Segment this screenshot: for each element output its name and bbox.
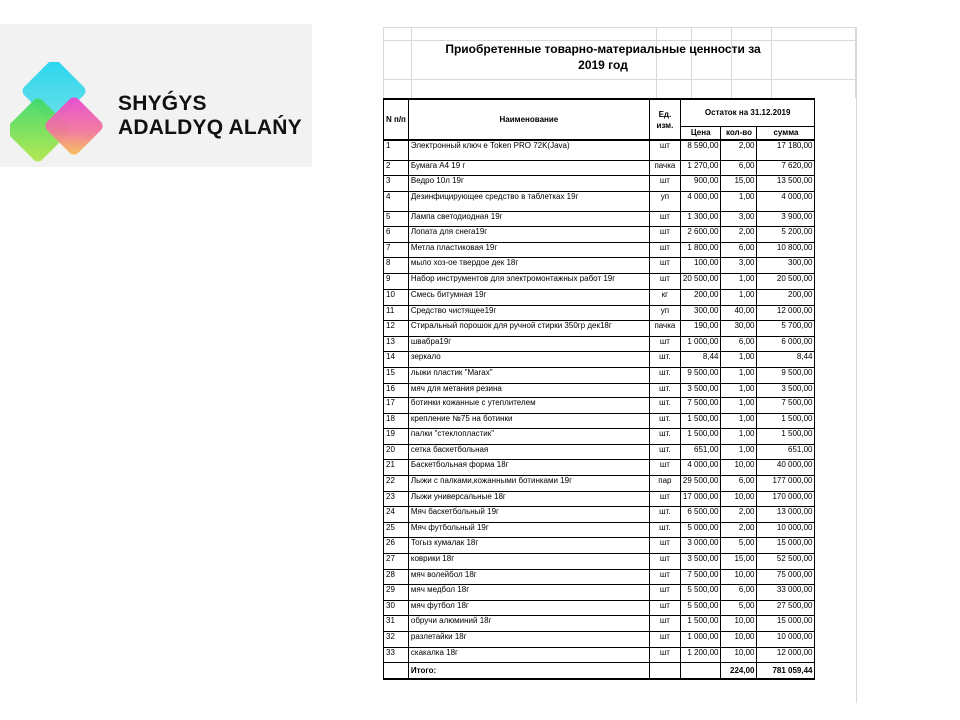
inventory-table xyxy=(383,98,815,680)
cell-qty: 6,00 xyxy=(721,476,757,492)
table-row xyxy=(384,305,815,321)
cell-name: мяч волейбол 18г xyxy=(408,569,649,585)
header-name: Наименование xyxy=(408,99,649,140)
cell-sum: 6 000,00 xyxy=(757,336,815,352)
cell-unit: шт. xyxy=(649,444,680,460)
cell-sum: 4 000,00 xyxy=(757,191,815,211)
cell-name: Набор инструментов для электромонтажных работ 19г xyxy=(408,274,649,290)
cell-unit: шт xyxy=(649,274,680,290)
cell-price: 2 600,00 xyxy=(680,227,721,243)
cell-unit: шт xyxy=(649,585,680,601)
cell-qty: 10,00 xyxy=(721,569,757,585)
cell-no xyxy=(384,663,409,679)
cell-name: скакалка 18г xyxy=(408,647,649,663)
header-price: Цена xyxy=(680,126,721,140)
cell-qty: 15,00 xyxy=(721,553,757,569)
cell-sum: 20 500,00 xyxy=(757,274,815,290)
cell-name: крепление №75 на ботинки xyxy=(408,413,649,429)
table-row xyxy=(384,460,815,476)
cell-unit: шт xyxy=(649,491,680,507)
cell-unit: шт. xyxy=(649,522,680,538)
cell-name: коврики 18г xyxy=(408,553,649,569)
cell-qty: 1,00 xyxy=(721,191,757,211)
cell-unit: шт. xyxy=(649,507,680,523)
cell-unit: шт xyxy=(649,242,680,258)
cell-no: 24 xyxy=(384,507,409,523)
header-qty: кол-во xyxy=(721,126,757,140)
cell-qty: 15,00 xyxy=(721,176,757,192)
cell-no: 19 xyxy=(384,429,409,445)
cell-no: 2 xyxy=(384,160,409,176)
cell-sum: 15 000,00 xyxy=(757,538,815,554)
cell-name: Стиральный порошок для ручной стирки 350гр дек18г xyxy=(408,321,649,337)
cell-unit: шт. xyxy=(649,429,680,445)
table-row xyxy=(384,352,815,368)
cell-unit: шт xyxy=(649,647,680,663)
cell-unit: шт xyxy=(649,227,680,243)
table-row xyxy=(384,538,815,554)
cell-price: 3 500,00 xyxy=(680,553,721,569)
cell-name: Мяч футбольный 19г xyxy=(408,522,649,538)
table-row xyxy=(384,160,815,176)
cell-sum: 12 000,00 xyxy=(757,305,815,321)
cell-sum: 10 000,00 xyxy=(757,522,815,538)
cell-price xyxy=(680,663,721,679)
cell-qty: 6,00 xyxy=(721,242,757,258)
cell-name: Тогыз кумалак 18г xyxy=(408,538,649,554)
cell-unit: шт xyxy=(649,569,680,585)
cell-sum: 33 000,00 xyxy=(757,585,815,601)
cell-name: мяч медбол 18г xyxy=(408,585,649,601)
cell-qty: 10,00 xyxy=(721,491,757,507)
cell-sum: 651,00 xyxy=(757,444,815,460)
cell-qty: 5,00 xyxy=(721,600,757,616)
cell-unit: шт xyxy=(649,460,680,476)
cell-qty: 2,00 xyxy=(721,227,757,243)
cell-unit: шт xyxy=(649,600,680,616)
cell-no: 25 xyxy=(384,522,409,538)
cell-no: 20 xyxy=(384,444,409,460)
cell-no: 32 xyxy=(384,631,409,647)
cell-price: 3 500,00 xyxy=(680,384,721,398)
logo-icon xyxy=(10,62,110,172)
table-row xyxy=(384,336,815,352)
cell-unit: шт. xyxy=(649,398,680,414)
cell-sum: 27 500,00 xyxy=(757,600,815,616)
cell-unit: шт. xyxy=(649,384,680,398)
cell-price: 3 000,00 xyxy=(680,538,721,554)
cell-price: 17 000,00 xyxy=(680,491,721,507)
cell-no: 22 xyxy=(384,476,409,492)
cell-sum: 3 900,00 xyxy=(757,211,815,227)
cell-price: 1 000,00 xyxy=(680,631,721,647)
cell-no: 3 xyxy=(384,176,409,192)
cell-price: 1 500,00 xyxy=(680,413,721,429)
table-row xyxy=(384,176,815,192)
cell-unit: шт xyxy=(649,336,680,352)
logo-line-2: ADALDYQ ALAŃY xyxy=(118,116,302,139)
table-row xyxy=(384,398,815,414)
cell-name: Баскетбольная форма 18г xyxy=(408,460,649,476)
table-row xyxy=(384,413,815,429)
cell-no: 9 xyxy=(384,274,409,290)
cell-qty: 10,00 xyxy=(721,647,757,663)
cell-price: 5 500,00 xyxy=(680,585,721,601)
cell-sum: 170 000,00 xyxy=(757,491,815,507)
table-row xyxy=(384,507,815,523)
cell-unit: шт xyxy=(649,176,680,192)
cell-name: Лыжи с палками,кожанными ботинками 19г xyxy=(408,476,649,492)
cell-name: Мяч баскетбольный 19г xyxy=(408,507,649,523)
cell-sum: 5 200,00 xyxy=(757,227,815,243)
table-row xyxy=(384,616,815,632)
cell-no: 15 xyxy=(384,368,409,384)
cell-qty: 1,00 xyxy=(721,429,757,445)
table-row xyxy=(384,647,815,663)
cell-name: швабра19г xyxy=(408,336,649,352)
cell-name: лыжи пластик "Marax" xyxy=(408,368,649,384)
table-row xyxy=(384,491,815,507)
cell-unit: шт xyxy=(649,258,680,274)
cell-no: 6 xyxy=(384,227,409,243)
title-area xyxy=(383,27,856,98)
page-title: Приобретенные товарно-материальные ценности за 2019 год xyxy=(445,42,761,72)
cell-price: 1 200,00 xyxy=(680,647,721,663)
cell-price: 1 800,00 xyxy=(680,242,721,258)
cell-no: 27 xyxy=(384,553,409,569)
logo-wordmark xyxy=(118,92,302,140)
cell-sum: 15 000,00 xyxy=(757,616,815,632)
cell-qty: 3,00 xyxy=(721,258,757,274)
table-row xyxy=(384,476,815,492)
table-body xyxy=(384,140,815,679)
table-row xyxy=(384,429,815,445)
table-row xyxy=(384,242,815,258)
cell-qty: 1,00 xyxy=(721,398,757,414)
cell-qty: 5,00 xyxy=(721,538,757,554)
cell-price: 8,44 xyxy=(680,352,721,368)
cell-price: 651,00 xyxy=(680,444,721,460)
cell-sum: 200,00 xyxy=(757,290,815,306)
cell-no: 17 xyxy=(384,398,409,414)
cell-no: 23 xyxy=(384,491,409,507)
cell-sum: 75 000,00 xyxy=(757,569,815,585)
cell-sum: 12 000,00 xyxy=(757,647,815,663)
cell-sum: 7 620,00 xyxy=(757,160,815,176)
cell-qty: 1,00 xyxy=(721,368,757,384)
table-row xyxy=(384,569,815,585)
cell-qty: 6,00 xyxy=(721,336,757,352)
cell-price: 29 500,00 xyxy=(680,476,721,492)
cell-qty: 6,00 xyxy=(721,585,757,601)
cell-no: 33 xyxy=(384,647,409,663)
cell-no: 4 xyxy=(384,191,409,211)
cell-sum: 9 500,00 xyxy=(757,368,815,384)
cell-unit: шт xyxy=(649,538,680,554)
cell-unit: пачка xyxy=(649,321,680,337)
cell-name: мяч футбол 18г xyxy=(408,600,649,616)
cell-name: Средство чистящее19г xyxy=(408,305,649,321)
cell-price: 1 270,00 xyxy=(680,160,721,176)
cell-sum: 3 500,00 xyxy=(757,384,815,398)
cell-price: 7 500,00 xyxy=(680,569,721,585)
cell-unit: шт. xyxy=(649,352,680,368)
cell-unit: кг xyxy=(649,290,680,306)
cell-qty: 10,00 xyxy=(721,460,757,476)
cell-price: 1 300,00 xyxy=(680,211,721,227)
cell-name: Лыжи универсальные 18г xyxy=(408,491,649,507)
cell-unit: пачка xyxy=(649,160,680,176)
table-row xyxy=(384,290,815,306)
logo-panel xyxy=(0,24,312,167)
logo-line-1: SHYǴYS xyxy=(118,92,207,115)
cell-unit: шт. xyxy=(649,413,680,429)
table-row xyxy=(384,191,815,211)
total-label: Итого: xyxy=(408,663,649,679)
cell-qty: 30,00 xyxy=(721,321,757,337)
cell-price: 1 000,00 xyxy=(680,336,721,352)
cell-sum: 17 180,00 xyxy=(757,140,815,160)
cell-unit xyxy=(649,663,680,679)
cell-qty: 1,00 xyxy=(721,352,757,368)
cell-unit: шт xyxy=(649,211,680,227)
table-row xyxy=(384,600,815,616)
cell-no: 12 xyxy=(384,321,409,337)
table-row xyxy=(384,444,815,460)
cell-no: 5 xyxy=(384,211,409,227)
cell-price: 190,00 xyxy=(680,321,721,337)
table-row xyxy=(384,384,815,398)
table-row xyxy=(384,522,815,538)
cell-price: 200,00 xyxy=(680,290,721,306)
cell-sum: 1 500,00 xyxy=(757,413,815,429)
cell-name: ботинки кожанные с утеплителем xyxy=(408,398,649,414)
cell-no: 8 xyxy=(384,258,409,274)
cell-name: Лопата для снега19г xyxy=(408,227,649,243)
cell-name: Ведро 10л 19г xyxy=(408,176,649,192)
header-unit: Ед. изм. xyxy=(649,99,680,140)
cell-unit: уп xyxy=(649,191,680,211)
cell-price: 9 500,00 xyxy=(680,368,721,384)
cell-price: 5 500,00 xyxy=(680,600,721,616)
cell-price: 7 500,00 xyxy=(680,398,721,414)
table-row xyxy=(384,258,815,274)
cell-qty: 2,00 xyxy=(721,522,757,538)
cell-price: 900,00 xyxy=(680,176,721,192)
cell-unit: уп xyxy=(649,305,680,321)
cell-name: Смесь битумная 19г xyxy=(408,290,649,306)
cell-qty: 2,00 xyxy=(721,507,757,523)
cell-qty: 1,00 xyxy=(721,274,757,290)
cell-no: 31 xyxy=(384,616,409,632)
cell-no: 30 xyxy=(384,600,409,616)
cell-no: 18 xyxy=(384,413,409,429)
cell-unit: шт. xyxy=(649,368,680,384)
cell-no: 26 xyxy=(384,538,409,554)
cell-name: палки "стеклопластик" xyxy=(408,429,649,445)
cell-unit: шт xyxy=(649,140,680,160)
cell-sum: 10 000,00 xyxy=(757,631,815,647)
cell-unit: пар xyxy=(649,476,680,492)
cell-sum: 10 800,00 xyxy=(757,242,815,258)
cell-sum: 40 000,00 xyxy=(757,460,815,476)
cell-sum: 5 700,00 xyxy=(757,321,815,337)
cell-sum: 300,00 xyxy=(757,258,815,274)
cell-no: 28 xyxy=(384,569,409,585)
cell-sum: 7 500,00 xyxy=(757,398,815,414)
cell-unit: шт xyxy=(649,553,680,569)
cell-name: Метла пластиковая 19г xyxy=(408,242,649,258)
cell-no: 14 xyxy=(384,352,409,368)
cell-qty: 10,00 xyxy=(721,631,757,647)
cell-name: Лампа светодиодная 19г xyxy=(408,211,649,227)
cell-qty: 3,00 xyxy=(721,211,757,227)
cell-price: 4 000,00 xyxy=(680,460,721,476)
header-sum: сумма xyxy=(757,126,815,140)
cell-price: 8 590,00 xyxy=(680,140,721,160)
cell-no: 13 xyxy=(384,336,409,352)
cell-qty: 6,00 xyxy=(721,160,757,176)
cell-price: 1 500,00 xyxy=(680,429,721,445)
total-qty: 224,00 xyxy=(721,663,757,679)
table-row xyxy=(384,211,815,227)
cell-qty: 1,00 xyxy=(721,384,757,398)
table-row xyxy=(384,553,815,569)
cell-price: 100,00 xyxy=(680,258,721,274)
cell-qty: 10,00 xyxy=(721,616,757,632)
cell-no: 29 xyxy=(384,585,409,601)
table-row xyxy=(384,368,815,384)
cell-price: 6 500,00 xyxy=(680,507,721,523)
cell-unit: шт xyxy=(649,616,680,632)
cell-price: 20 500,00 xyxy=(680,274,721,290)
cell-name: Дезинфицирующее средство в таблетках 19г xyxy=(408,191,649,211)
cell-name: зеркало xyxy=(408,352,649,368)
cell-name: Электронный ключ е Token PRO 72K(Java) xyxy=(408,140,649,160)
cell-sum: 1 500,00 xyxy=(757,429,815,445)
cell-sum: 13 500,00 xyxy=(757,176,815,192)
cell-qty: 1,00 xyxy=(721,290,757,306)
cell-qty: 40,00 xyxy=(721,305,757,321)
header-balance: Остаток на 31.12.2019 xyxy=(680,99,815,126)
cell-name: Бумага А4 19 г xyxy=(408,160,649,176)
cell-name: обручи алюминий 18г xyxy=(408,616,649,632)
spreadsheet-page xyxy=(383,27,857,703)
cell-price: 4 000,00 xyxy=(680,191,721,211)
cell-qty: 1,00 xyxy=(721,444,757,460)
table-row xyxy=(384,227,815,243)
cell-no: 21 xyxy=(384,460,409,476)
cell-price: 300,00 xyxy=(680,305,721,321)
table-row xyxy=(384,585,815,601)
cell-price: 5 000,00 xyxy=(680,522,721,538)
cell-sum: 177 000,00 xyxy=(757,476,815,492)
cell-sum: 52 500,00 xyxy=(757,553,815,569)
table-row xyxy=(384,631,815,647)
cell-sum: 8,44 xyxy=(757,352,815,368)
header-no: N п/п xyxy=(384,99,409,140)
cell-unit: шт xyxy=(649,631,680,647)
cell-qty: 2,00 xyxy=(721,140,757,160)
table-row xyxy=(384,140,815,160)
table-row xyxy=(384,321,815,337)
cell-name: мяч для метания резина xyxy=(408,384,649,398)
cell-no: 10 xyxy=(384,290,409,306)
cell-no: 11 xyxy=(384,305,409,321)
cell-name: мыло хоз-ое твердое дек 18г xyxy=(408,258,649,274)
cell-qty: 1,00 xyxy=(721,413,757,429)
total-row xyxy=(384,663,815,679)
cell-no: 7 xyxy=(384,242,409,258)
cell-sum: 13 000,00 xyxy=(757,507,815,523)
cell-no: 16 xyxy=(384,384,409,398)
table-row xyxy=(384,274,815,290)
cell-no: 1 xyxy=(384,140,409,160)
cell-name: разлетайки 18г xyxy=(408,631,649,647)
total-sum: 781 059,44 xyxy=(757,663,815,679)
cell-price: 1 500,00 xyxy=(680,616,721,632)
cell-name: сетка баскетбольная xyxy=(408,444,649,460)
